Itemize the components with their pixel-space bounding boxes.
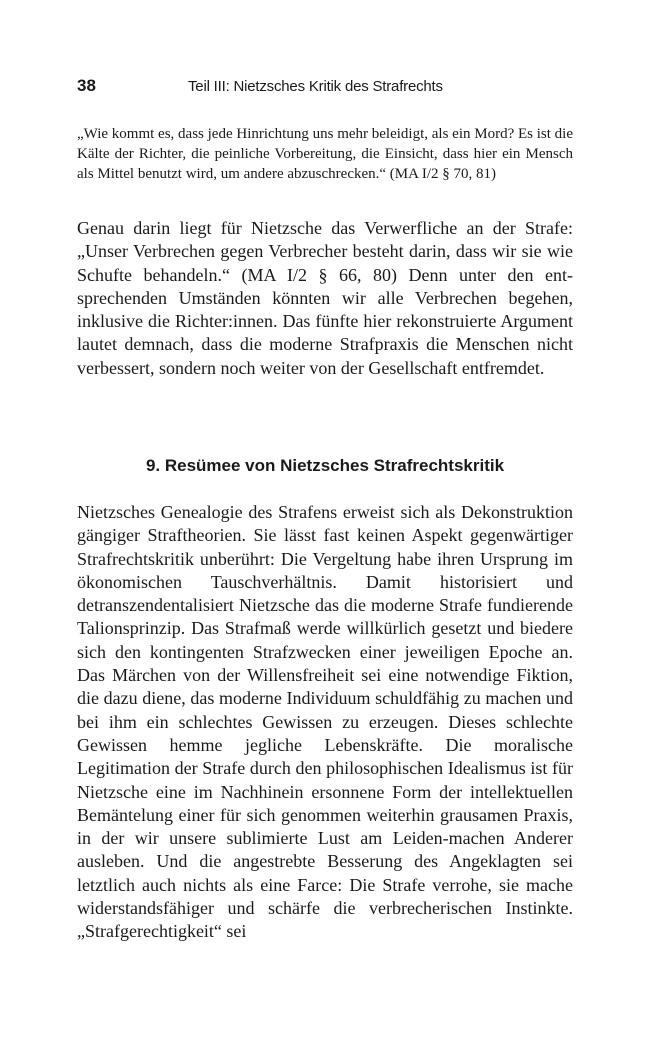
body-paragraph: Genau darin liegt für Nietzsche das Verwerfliche an der Strafe: „Unser Verbrechen gegen Verbrecher besteht darin, dass wir sie wie Schufte behandeln.“ (MA I/2 § 66, 80) Denn unter den entsprechenden Umständen könnten wir alle Verbrechen begehen, inklusive die Richter:innen. Das fünfte hier rekonstruierte Argument lautet demnach, dass die moderne Strafpraxis die Menschen nicht verbessert, sondern noch weiter von der Gesellschaft entfremdet. — [77, 218, 573, 378]
running-head: Teil III: Nietzsches Kritik des Strafrechts — [188, 78, 443, 95]
page-number: 38 — [77, 76, 96, 95]
page-header — [77, 76, 573, 98]
section-heading: 9. Resümee von Nietzsches Strafrechtskritik — [145, 456, 505, 475]
block-quote: „Wie kommt es, dass jede Hinrichtung uns mehr beleidigt, als ein Mord? Es ist die Kälte der Richter, die peinliche Vorbereitung, die Einsicht, dass hier ein Mensch als Mittel benutzt wird, um andere abzuschrecken.“ (MA I/2 § 70, 81) — [77, 126, 573, 182]
body-paragraph: Nietzsches Genealogie des Strafens erweist sich als Dekonstruktion gängiger Straftheorien. Sie lässt fast keinen Aspekt gegenwärtiger Strafrechtskritik unberührt: Die Vergeltung habe ihren Ursprung im ökonomischen Tauschverhältnis. Damit historisiert und detranszendentalisiert Nietzsche das die moderne Strafe fundierende Talionsprinzip. Das Strafmaß werde willkürlich gesetzt und biedere sich den kontingenten Strafzwecken einer jeweiligen Epoche an. Das Märchen von der Willensfreiheit sei eine notwendige Fiktion, die dazu diene, das moderne Individuum schuldfähig zu machen und bei ihm ein schlechtes Gewissen zu erzeugen. Dieses schlechte Gewissen hemme jegliche Lebenskräfte. Die moralische Legitimation der Strafe durch den philosophischen Idealismus ist für Nietzsche eine im Nachhinein ersonnene Form der intellektuellen Bemäntelung einer für sich genommen weiterhin grausamen Praxis, in der wir unsere sublimierte Lust am Leiden-machen Anderer ausleben. Und die angestrebte Besserung des Angeklagten sei letztlich auch nichts als eine Farce: Die Strafe verrohe, sie mache widerstandsfähiger und schärfe die verbrecherischen Instinkte. „Strafgerechtigkeit“ sei — [77, 502, 573, 942]
